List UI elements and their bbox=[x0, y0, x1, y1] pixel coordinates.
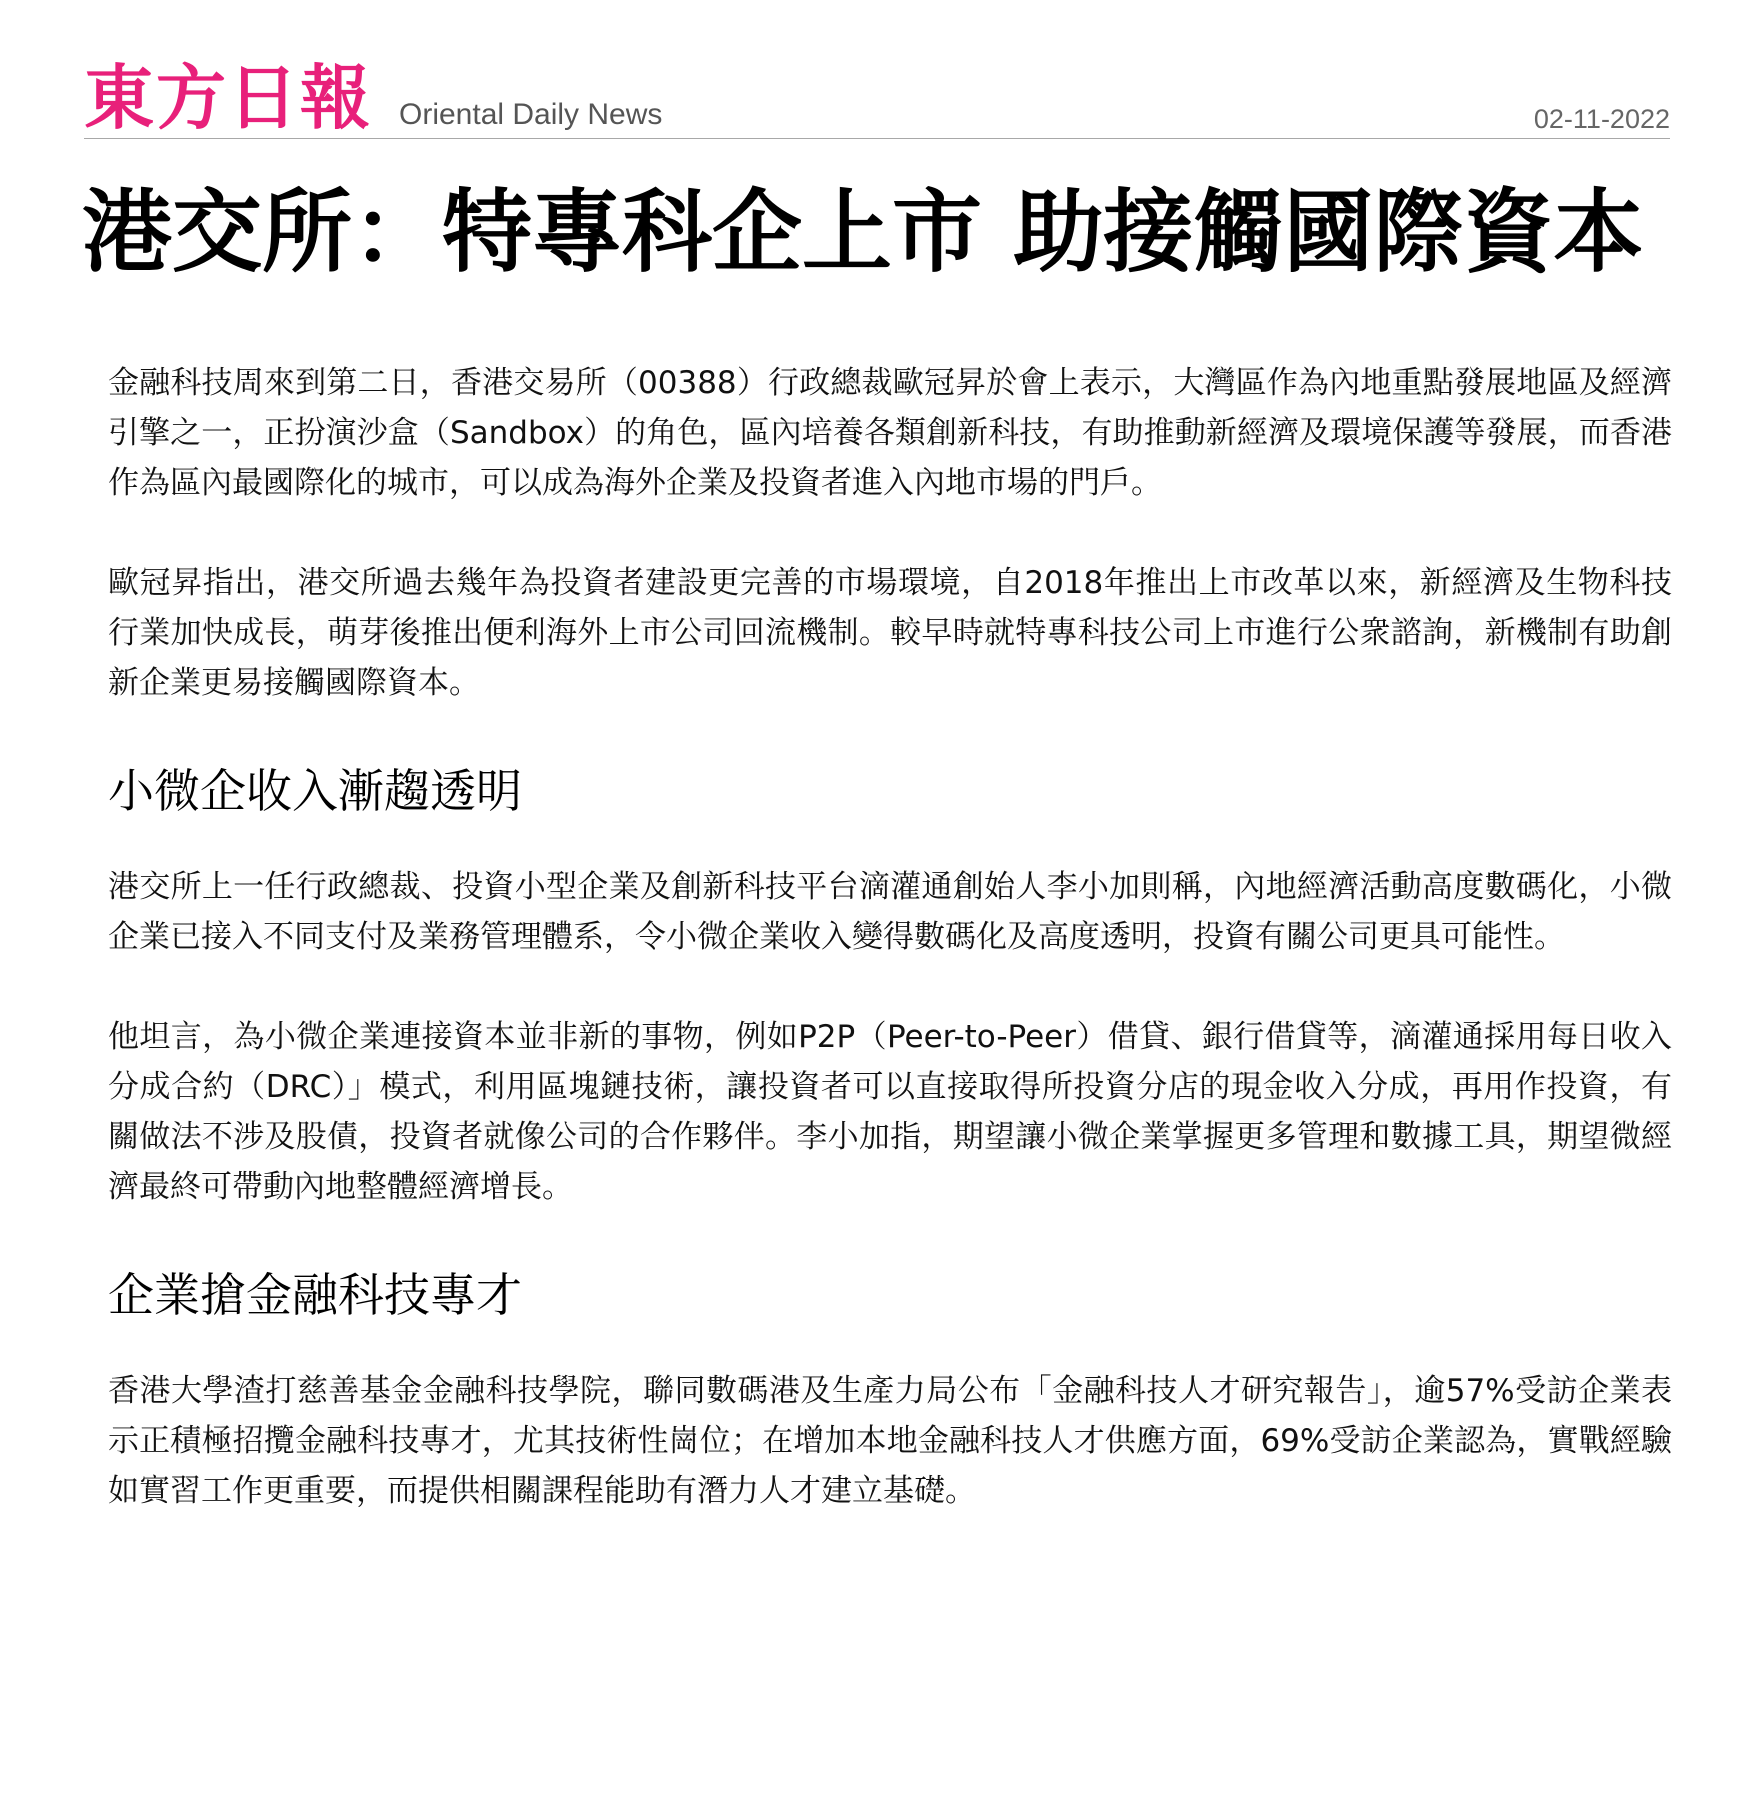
masthead bbox=[84, 56, 1670, 139]
article-headline: 港交所：特專科企上市 助接觸國際資本 bbox=[82, 180, 1644, 285]
article-paragraph: 金融科技周來到第二日，香港交易所（00388）行政總裁歐冠昇於會上表示，大灣區作為內地重點發展地區及經濟引擎之一，正扮演沙盒（Sandbox）的角色，區內培養各類創新科技，有助推動新經濟及環境保護等發展，而香港作為區內最國際化的城市，可以成為海外企業及投資者進入內地市場的門戶。 bbox=[108, 365, 1672, 501]
oriental-daily-logo: 東方日報 bbox=[84, 56, 372, 139]
article-body bbox=[108, 358, 1672, 1566]
article-paragraph: 港交所上一任行政總裁、投資小型企業及創新科技平台滴灌通創始人李小加則稱，內地經濟活動高度數碼化，小微企業已接入不同支付及業務管理體系，令小微企業收入變得數碼化及高度透明，投資有關公司更具可能性。 bbox=[108, 869, 1672, 955]
section-subheading: 小微企收入漸趨透明 bbox=[108, 764, 522, 818]
article-paragraph: 歐冠昇指出，港交所過去幾年為投資者建設更完善的市場環境，自2018年推出上市改革以來，新經濟及生物科技行業加快成長，萌芽後推出便利海外上市公司回流機制。較早時就特專科技公司上市進行公衆諮詢，新機制有助創新企業更易接觸國際資本。 bbox=[108, 565, 1672, 701]
logo-english-name: Oriental Daily News bbox=[399, 98, 663, 131]
article-paragraph: 他坦言，為小微企業連接資本並非新的事物，例如P2P（Peer-to-Peer）借貸、銀行借貸等，滴灌通採用每日收入分成合約（DRC）」模式，利用區塊鏈技術，讓投資者可以直接取得所投資分店的現金收入分成，再用作投資，有關做法不涉及股債，投資者就像公司的合作夥伴。李小加指，期望讓小微企業掌握更多管理和數據工具，期望微經濟最終可帶動內地整體經濟增長。 bbox=[108, 1019, 1672, 1205]
section-subheading: 企業搶金融科技專才 bbox=[108, 1268, 522, 1322]
publication-date: 02-11-2022 bbox=[1533, 104, 1670, 134]
article-paragraph: 香港大學渣打慈善基金金融科技學院，聯同數碼港及生產力局公布「金融科技人才研究報告」，逾57%受訪企業表示正積極招攬金融科技專才，尤其技術性崗位；在增加本地金融科技人才供應方面，69%受訪企業認為，實戰經驗如實習工作更重要，而提供相關課程能助有潛力人才建立基礎。 bbox=[108, 1373, 1672, 1509]
